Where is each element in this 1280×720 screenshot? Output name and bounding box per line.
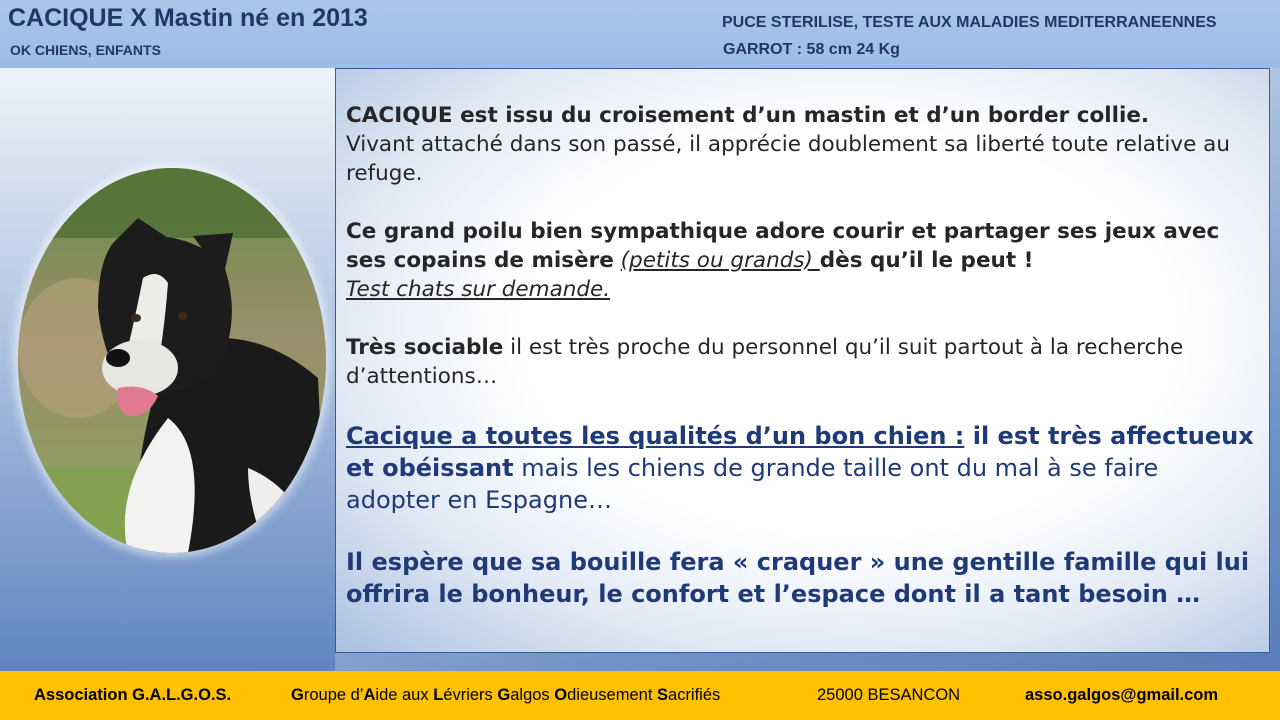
health-info: PUCE STERILISE, TESTE AUX MALADIES MEDITERRANEENNES [722,14,1217,31]
acronym-text: évriers [443,686,498,704]
paragraph-origin [346,101,1256,188]
cat-test-note: Test chats sur demande. [346,277,611,302]
acronym-letter: S [657,686,669,704]
association-acronym-meaning [291,686,720,705]
play-parenthesis: (petits ou grands) [620,248,820,273]
acronym-text: ide aux [375,686,434,704]
acronym-letter: G [497,686,511,704]
contact-email[interactable]: asso.galgos@gmail.com [1025,686,1219,704]
acronym-letter: G [291,686,304,704]
header-banner [0,0,1280,68]
social-bold: Très sociable [346,335,504,360]
dog-photo-image [18,168,326,553]
description-box [335,68,1270,653]
acronym-letter: O [554,686,568,704]
association-city: 25000 BESANCON [817,686,961,704]
paragraph-social [346,333,1256,391]
play-end: dès qu’il le peut ! [819,248,1034,273]
play-bold: Ce grand poilu bien sympathique adore courir et partager ses jeux avec ses copains de misère [346,219,1220,273]
footer-bar [0,671,1280,720]
qualities-underlined: Cacique a toutes les qualités d’un bon chien : [346,422,965,450]
dog-photo [18,168,326,553]
acronym-text: dieusement [567,686,657,704]
compatibility-subtitle: OK CHIENS, ENFANTS [10,42,161,58]
page-title: CACIQUE X Mastin né en 2013 [8,4,368,32]
paragraph-qualities [346,420,1256,516]
acronym-text: acrifiés [668,686,721,704]
acronym-letter: A [363,686,376,704]
origin-bold: CACIQUE est issu du croisement d’un mastin et d’un border collie. [346,103,1150,128]
paragraph-play [346,217,1256,304]
qualities-bold: il est très affectueux et obéissant [346,422,1254,482]
acronym-letter: L [433,686,444,704]
association-name: Association G.A.L.G.O.S. [34,686,232,704]
size-info: GARROT : 58 cm 24 Kg [723,41,900,58]
acronym-text: algos [510,686,555,704]
acronym-text: roupe d’ [303,686,364,704]
paragraph-hope: Il espère que sa bouille fera « craquer » une gentille famille qui lui offrira le bonheur, le confort et l’espace dont il a tant besoin … [346,548,1250,608]
qualities-rest: mais les chiens de grande taille ont du mal à se faire adopter en Espagne… [346,454,1159,514]
origin-rest: Vivant attaché dans son passé, il apprécie doublement sa liberté toute relative au refuge. [346,132,1230,186]
social-rest: il est très proche du personnel qu’il suit partout à la recherche d’attentions… [346,335,1184,389]
